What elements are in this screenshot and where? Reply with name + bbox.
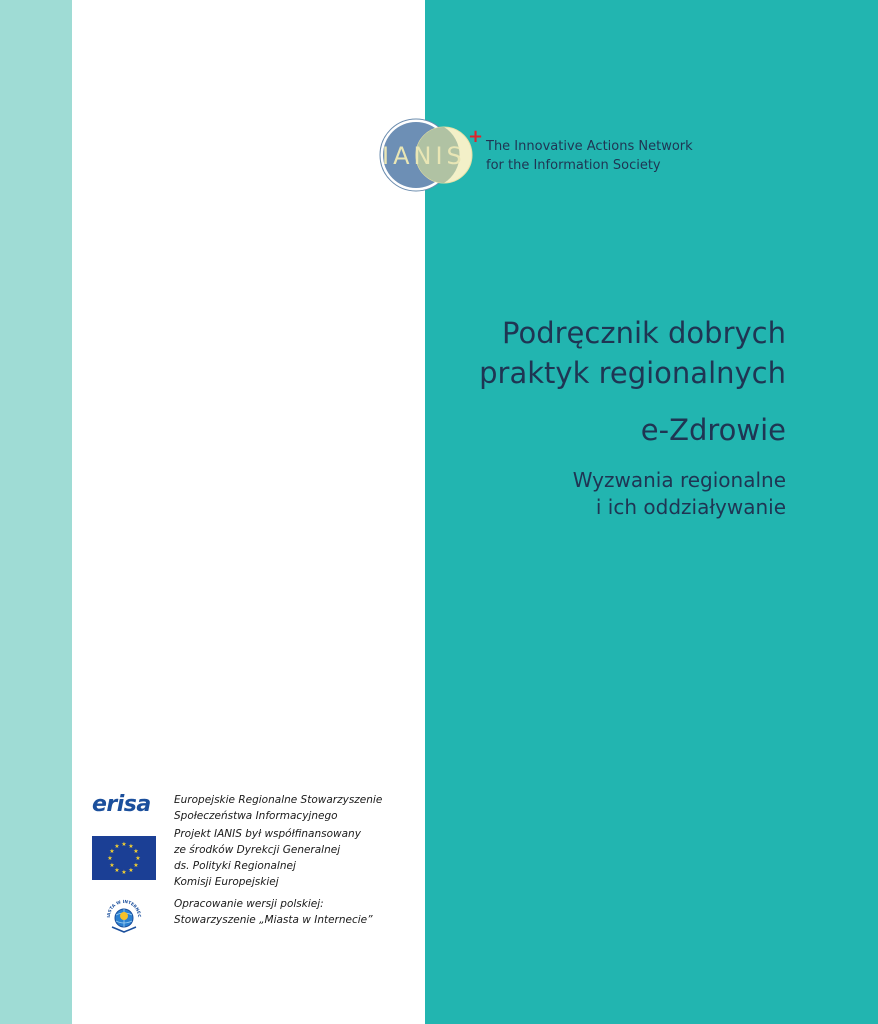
footer-erisa xyxy=(92,792,412,826)
ianis-tagline xyxy=(486,137,746,175)
tagline-line-2: for the Information Society xyxy=(486,158,661,173)
ianis-logo-text: IANIS xyxy=(382,142,466,170)
svg-text:★: ★ xyxy=(121,841,127,848)
miasta-w-internecie-logo xyxy=(104,895,144,935)
svg-text:★: ★ xyxy=(109,848,115,855)
ianis-plus-mark: + xyxy=(468,126,484,147)
svg-text:★: ★ xyxy=(107,855,113,862)
eu-line-2: ze środków Dyrekcji Generalnej xyxy=(174,844,341,856)
svg-text:★: ★ xyxy=(109,862,115,869)
eu-line-4: Komisji Europejskiej xyxy=(174,876,279,888)
erisa-logo xyxy=(92,792,158,820)
miasta-logo-text: IASTA W INTERNEC xyxy=(105,898,143,918)
erisa-line-2: Społeczeństwa Informacyjnego xyxy=(174,810,338,822)
footer-miw xyxy=(92,895,412,939)
tagline-line-1: The Innovative Actions Network xyxy=(486,139,693,154)
eu-text xyxy=(174,826,414,890)
svg-text:★: ★ xyxy=(114,843,120,850)
miw-line-2: Stowarzyszenie „Miasta w Internecie” xyxy=(174,914,373,926)
left-color-strip xyxy=(0,0,72,1024)
eu-flag-icon xyxy=(92,836,156,880)
svg-text:★: ★ xyxy=(135,855,141,862)
footer-eu xyxy=(92,826,412,890)
title-block xyxy=(386,313,786,521)
subtitle-line-2: i ich oddziaływanie xyxy=(595,495,786,519)
document-subject: e-Zdrowie xyxy=(640,413,786,447)
eu-line-3: ds. Polityki Regionalnej xyxy=(174,860,296,872)
document-title xyxy=(386,313,786,393)
miw-text xyxy=(174,896,414,928)
document-subtitle xyxy=(386,467,786,521)
miw-line-1: Opracowanie wersji polskiej: xyxy=(174,898,324,910)
title-line-2: praktyk regionalnych xyxy=(479,356,786,390)
svg-text:★: ★ xyxy=(128,843,134,850)
subtitle-line-1: Wyzwania regionalne xyxy=(572,468,786,492)
title-line-1: Podręcznik dobrych xyxy=(502,316,786,350)
eu-line-1: Projekt IANIS był współfinansowany xyxy=(174,828,361,840)
svg-text:★: ★ xyxy=(128,867,134,874)
svg-text:★: ★ xyxy=(121,869,127,876)
erisa-line-1: Europejskie Regionalne Stowarzyszenie xyxy=(174,794,383,806)
svg-text:★: ★ xyxy=(133,848,139,855)
erisa-text xyxy=(174,792,414,824)
svg-text:★: ★ xyxy=(133,862,139,869)
ianis-logo xyxy=(378,118,486,194)
svg-text:★: ★ xyxy=(114,867,120,874)
erisa-logo-text: erisa xyxy=(92,792,151,817)
